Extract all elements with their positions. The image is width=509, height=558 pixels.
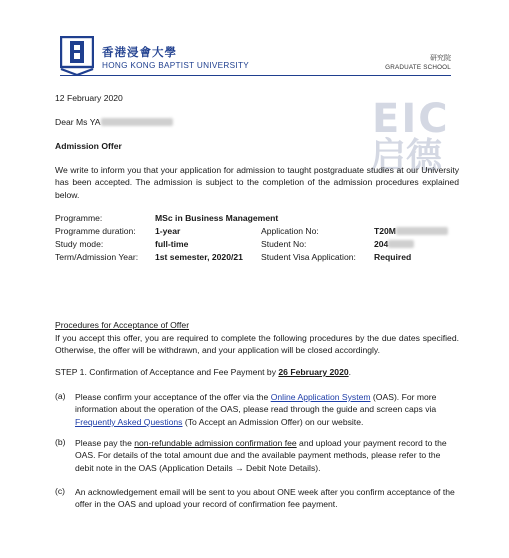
- programme-label: Programme:: [55, 213, 103, 223]
- letter-date: 12 February 2020: [55, 93, 123, 103]
- term-label: Term/Admission Year:: [55, 252, 139, 262]
- term-value: 1st semester, 2020/21: [155, 252, 243, 262]
- list-marker-c: (c): [55, 486, 66, 496]
- step1-text: STEP 1. Confirmation of Acceptance and Fee Payment by: [55, 367, 279, 377]
- a-text-3: (To Accept an Admission Offer) on our website.: [182, 416, 364, 427]
- step1-heading: [55, 367, 351, 377]
- student-no-text: 204: [374, 239, 389, 249]
- student-no-label: Student No:: [261, 239, 307, 249]
- school-name-en: GRADUATE SCHOOL: [385, 64, 451, 71]
- procedures-heading: Procedures for Acceptance of Offer: [55, 320, 190, 330]
- list-text-a: [75, 391, 461, 428]
- b-text-2: and upload your payment record to the OAS. For details of the total amount due and the available payment methods, please refer to the debit note in the OAS (Application Details → Debit Note Details).: [75, 438, 447, 473]
- step1-due-date: 26 February 2020: [278, 367, 349, 377]
- watermark-latin: EIC: [372, 96, 450, 142]
- header-divider: [60, 75, 451, 76]
- redacted-student-no: [388, 240, 414, 248]
- step1-period: .: [348, 367, 352, 377]
- visa-label: Student Visa Application:: [261, 252, 356, 262]
- application-no-value: [374, 226, 448, 236]
- redacted-application-no: [396, 227, 448, 235]
- school-name-zh: 研究院: [430, 54, 451, 62]
- list-marker-a: (a): [55, 391, 66, 401]
- procedures-intro: If you accept this offer, you are required to complete the following procedures by the due dates specified. Otherwise, the offer will be withdrawn, and your application will be closed accordingly.: [55, 333, 459, 356]
- salutation-text: Dear Ms YA: [55, 117, 101, 127]
- student-no-value: [374, 239, 414, 249]
- study-mode-label: Study mode:: [55, 239, 104, 249]
- list-text-b: [75, 437, 461, 474]
- visa-value: Required: [374, 252, 412, 262]
- duration-label: Programme duration:: [55, 226, 136, 236]
- programme-value: MSc in Business Management: [155, 213, 279, 223]
- a-text-1: Please confirm your acceptance of the offer via the: [75, 392, 271, 402]
- intro-paragraph: We write to inform you that your application for admission to taught postgraduate studies at our University has been accepted. The admission is subject to the completion of the admission procedures explained below.: [55, 165, 459, 200]
- online-application-system-link[interactable]: Online Application System: [270, 392, 371, 402]
- letter-subject: Admission Offer: [55, 141, 122, 151]
- redacted-name: [101, 118, 173, 126]
- university-name-en: HONG KONG BAPTIST UNIVERSITY: [102, 61, 250, 70]
- a-text-2: (OAS). For more information about the operation of the OAS, please read through the guide and screen caps via: [75, 392, 437, 415]
- faq-link[interactable]: Frequently Asked Questions: [75, 416, 183, 427]
- university-name-zh: 香港浸會大學: [102, 45, 177, 59]
- salutation: [55, 117, 173, 127]
- watermark-chinese: 启德: [370, 136, 443, 177]
- b-text-1: Please pay the: [75, 438, 135, 448]
- duration-value: 1-year: [155, 226, 181, 236]
- application-no-text: T20M: [374, 226, 396, 236]
- list-marker-b: (b): [55, 437, 66, 447]
- list-text-c: An acknowledgement email will be sent to you about ONE week after you confirm acceptance of the offer in the OAS and upload your record of confirmation fee payment.: [75, 487, 455, 510]
- hkbu-logo-icon: [60, 36, 94, 76]
- study-mode-value: full-time: [155, 239, 189, 249]
- application-no-label: Application No:: [261, 226, 319, 236]
- confirmation-fee-underlined: non-refundable admission confirmation fee: [134, 438, 297, 448]
